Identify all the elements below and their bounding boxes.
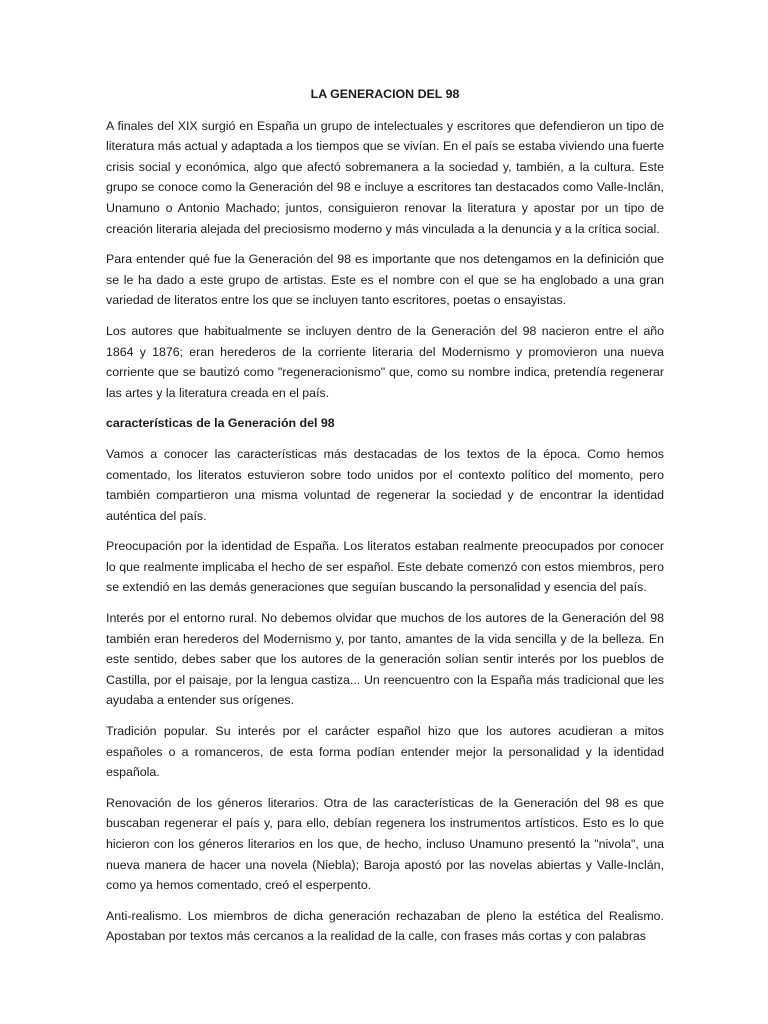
paragraph-rural: Interés por el entorno rural. No debemos olvidar que muchos de los autores de la Generación del 98 también eran herederos del Modernismo y, por tanto, amantes de la vida sencilla y de la belleza. En este sentido, debes saber que los autores de la generación solían sentir interés por los pueblos de Castilla, por el paisaje, por la lengua castiza... Un reencuentro con la España más tradicional que les ayudaba a entender sus orígenes. bbox=[106, 611, 664, 708]
paragraph-identity: Preocupación por la identidad de España. Los literatos estaban realmente preocupados por conocer lo que realmente implicaba el hecho de ser español. Este debate comenzó con estos miembros, pero se extendió en las demás generaciones que seguían buscando la personalidad y esencia del país. bbox=[106, 539, 664, 595]
paragraph-definition: Para entender qué fue la Generación del 98 es importante que nos detengamos en la definición que se le ha dado a este grupo de artistas. Este es el nombre con el que se ha englobado a una gran variedad de literatos entre los que se incluyen tanto escritores, poetas o ensayistas. bbox=[106, 252, 664, 308]
paragraph-renovation: Renovación de los géneros literarios. Otra de las características de la Generación del 98 es que buscaban regenerar el país y, para ello, debían regenera los instrumentos artísticos. Esto es lo que hicieron con los géneros literarios en los que, de hecho, incluso Unamuno presentó la "nivola", una nueva manera de hacer una novela (Niebla); Baroja apostó por las novelas abiertas y Valle-Inclán, como ya hemos comentado, creó el esperpento. bbox=[106, 795, 664, 893]
paragraph-characteristics-intro: Vamos a conocer las características más destacadas de los textos de la época. Como hemos comentado, los literatos estuvieron sobre todo unidos por el contexto político del momento, pero también compartieron una misma voluntad de regenerar la sociedad y de encontrar la identidad auténtica del país. bbox=[106, 446, 664, 523]
document-page bbox=[106, 84, 664, 957]
paragraph-anti-realism: Anti-realismo. Los miembros de dicha generación rechazaban de pleno la estética del Realismo. Apostaban por textos más cercanos a la realidad de la calle, con frases más cortas y con palabras bbox=[106, 908, 664, 944]
section-heading: características de la Generación del 98 bbox=[106, 416, 335, 431]
paragraph-tradition: Tradición popular. Su interés por el carácter español hizo que los autores acudieran a mitos españoles o a romanceros, de esta forma podían entender mejor la personalidad y la identidad española. bbox=[106, 724, 664, 780]
paragraph-intro: A finales del XIX surgió en España un grupo de intelectuales y escritores que defendieron un tipo de literatura más actual y adaptada a los tiempos que se vivían. En el país se estaba viviendo una fuerte crisis social y económica, algo que afectó sobremanera a la sociedad y, también, a la cultura. Este grupo se conoce como la Generación del 98 e incluye a escritores tan destacados como Valle-Inclán, Unamuno o Antonio Machado; juntos, consiguieron renovar la literatura y apostar por un tipo de creación literaria alejada del preciosismo moderno y más vinculada a la denuncia y a la crítica social. bbox=[106, 118, 664, 236]
paragraph-authors: Los autores que habitualmente se incluyen dentro de la Generación del 98 nacieron entre el año 1864 y 1876; eran herederos de la corriente literaria del Modernismo y promovieron una nueva corriente que se bautizó como "regeneracionismo" que, como su nombre indica, pretendía regenerar las artes y la literatura creada en el país. bbox=[106, 323, 664, 400]
document-title: LA GENERACION DEL 98 bbox=[310, 87, 460, 101]
